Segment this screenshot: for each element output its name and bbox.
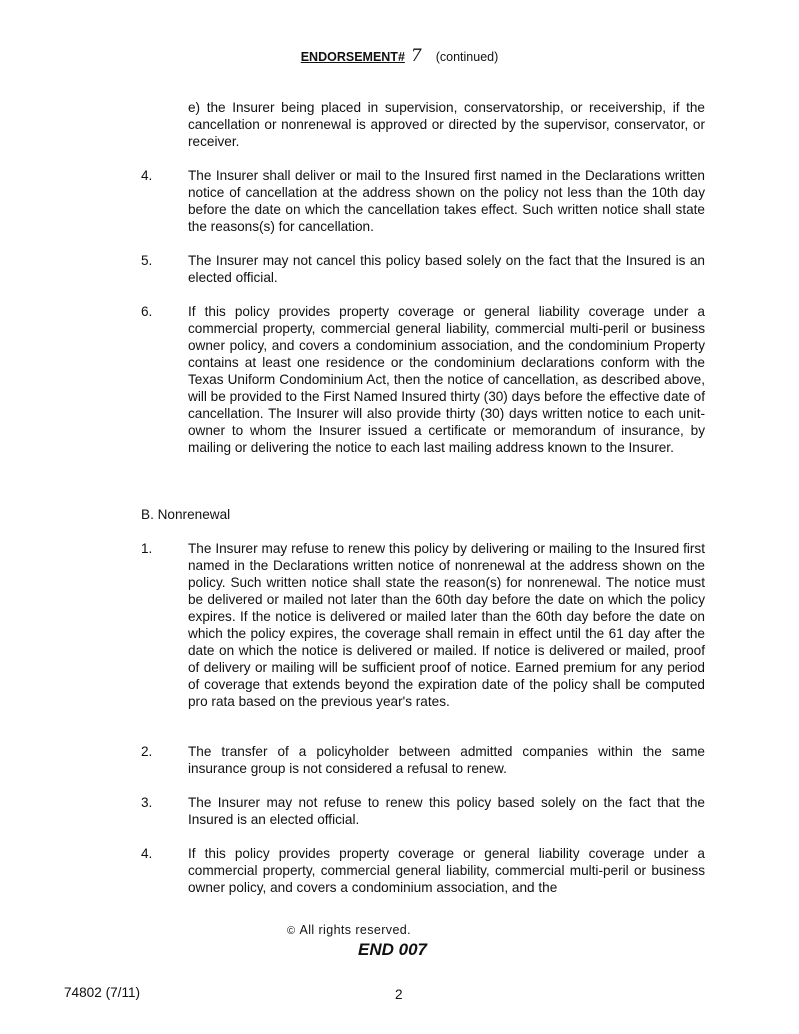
copyright-icon: © <box>287 925 296 937</box>
cancellation-item-text: If this policy provides property coverage or general liability coverage under a commercial property, commercial general liability, commercial multi-peril or business owner policy, and covers a condominium association, and the condominium Property contains at least one residence or the condominium declarations conform with the Texas Uniform Condominium Act, then the notice of cancellation, as described above, will be provided to the First Named Insured thirty (30) days before the effective date of cancellation. The Insurer will also provide thirty (30) days written notice to each unit-owner to whom the Insurer issued a certificate or memorandum of insurance, by mailing or delivering the notice to each last mailing address known to the Insurer. <box>188 304 705 455</box>
continued-label: (continued) <box>435 50 499 64</box>
cancellation-item-text: The Insurer may not cancel this policy based solely on the fact that the Insured is an elected official. <box>188 253 705 285</box>
nonrenewal-item-number: 4. <box>141 846 153 861</box>
cancellation-item-number: 5. <box>141 253 153 268</box>
nonrenewal-item-text: The Insurer may refuse to renew this policy by delivering or mailing to the Insured first named in the Declarations written notice of nonrenewal at the address shown on the policy. Such written notice shall state the reason(s) for nonrenewal. The notice must be delivered or mailed not later than the 60th day before the date on which the policy expires. If the notice is delivered or mailed later than the 60th day before the date on which the policy expires, the coverage shall remain in effect until the 61 day after the date on which the notice is delivered or mailed. If notice is delivered or mailed, proof of delivery or mailing will be sufficient proof of notice. Earned premium for any period of coverage that extends beyond the expiration date of the policy shall be computed pro rata based on the previous year's rates. <box>188 541 705 709</box>
rights-reserved <box>287 923 411 937</box>
nonrenewal-item-number: 2. <box>141 744 153 759</box>
endorsement-header <box>0 46 799 66</box>
nonrenewal-item-number: 1. <box>141 541 153 556</box>
endorsement-label: ENDORSEMENT# <box>300 50 405 64</box>
nonrenewal-item-number: 3. <box>141 795 153 810</box>
cancellation-item-text: The Insurer shall deliver or mail to the Insured first named in the Declarations written notice of cancellation at the address shown on the policy not less than the 10th day before the date on which the cancellation takes effect. Such written notice shall state the reasons(s) for cancellation. <box>188 168 705 234</box>
intro-paragraph: e) the Insurer being placed in supervision, conservatorship, or receivership, if the cancellation or nonrenewal is approved or directed by the supervisor, conservator, or receiver. <box>188 100 705 149</box>
nonrenewal-heading: B. Nonrenewal <box>141 507 231 522</box>
endorsement-number: 7 <box>410 46 422 66</box>
page-number: 2 <box>395 987 403 1002</box>
nonrenewal-item-text: The transfer of a policyholder between admitted companies within the same insurance group is not considered a refusal to renew. <box>188 744 705 776</box>
cancellation-item-number: 4. <box>141 168 153 183</box>
cancellation-item-number: 6. <box>141 304 153 319</box>
end-mark: END 007 <box>358 940 427 959</box>
rights-text: All rights reserved. <box>299 923 412 937</box>
nonrenewal-item-text: If this policy provides property coverage or general liability coverage under a commercial property, commercial general liability, commercial multi-peril or business owner policy, and covers a condominium association, and the <box>188 846 705 895</box>
form-number: 74802 (7/11) <box>64 985 141 1000</box>
nonrenewal-item-text: The Insurer may not refuse to renew this policy based solely on the fact that the Insured is an elected official. <box>188 795 705 827</box>
